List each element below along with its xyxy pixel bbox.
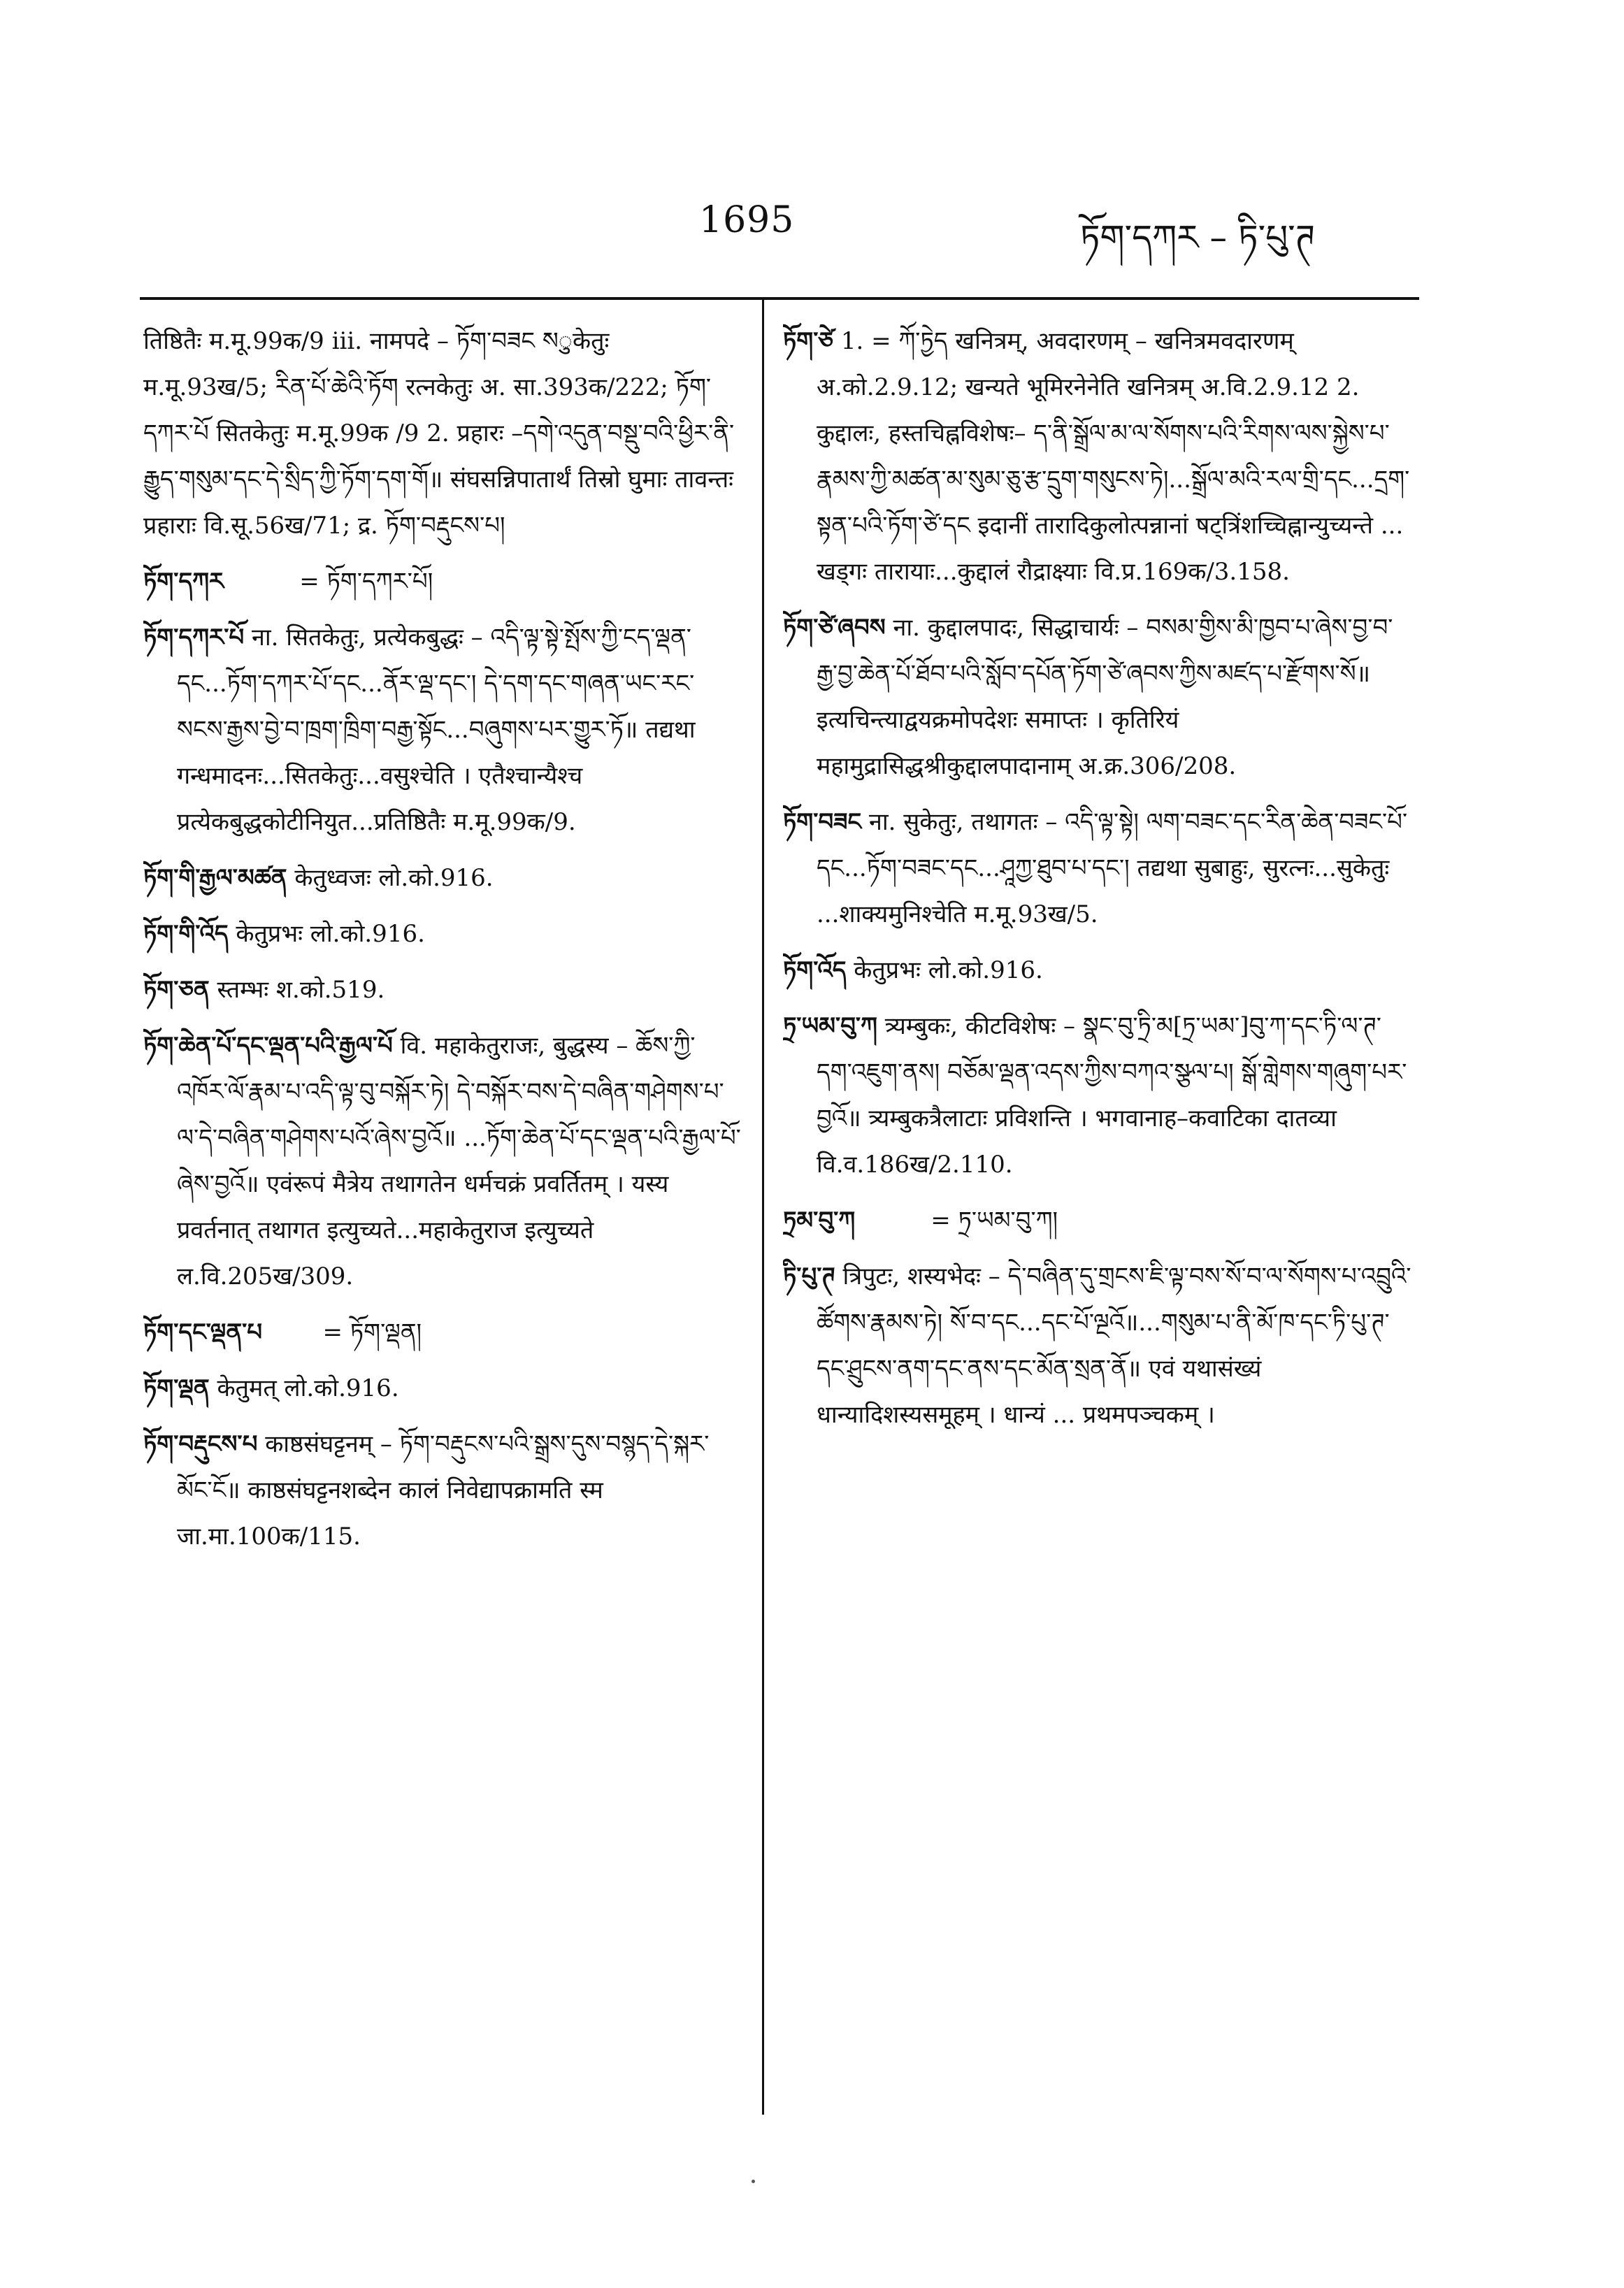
entry-text: ना. सुकेतुः, तथागतः – འདི་ལྟ་སྟེ། ལག་བཟང་དང་རིན་ཆེན་བཟང་པོ་དང...ཏོག་བཟང་དང...ཤཱཀྱ་ཐུབ་པ་དང་། तद्यथा सुबाहुः, सुरत्नः...सुकेतुः ...शाक्यमुनिश्चेति म.मू.93ख/5. xyxy=(817,808,1408,928)
right-column xyxy=(783,318,1412,2108)
running-head: ཏོག་དཀར – ཏི་པུ་ཊ xyxy=(1080,217,1316,258)
dictionary-entry xyxy=(783,318,1412,595)
entry-text: केतुमत् लो.को.916. xyxy=(217,1374,399,1402)
entry-text: ना. कुद्दालपादः, सिद्धाचार्यः – བསམ་གྱིས་མི་ཁྱབ་པ་ཞེས་བྱ་བ་རྒྱ་བྱ་ཆེན་པོ་ཐོབ་པའི་སློབ་དཔོན་ཏོག་ཙེ་ཞབས་ཀྱིས་མཛད་པ་རྫོགས་སོ॥ इत्यचिन्त्याद्वयक्रमोपदेशः समाप्तः । कृतिरियं महामुद्रासिद्धश्रीकुद्दालपादानाम् अ.क्र.306/208. xyxy=(817,614,1393,780)
entry-headword: ཏོག་དཀར xyxy=(143,568,224,596)
entry-headword: ཏོག་ཆེན་པོ་དང་ལྡན་པའི་རྒྱལ་པོ xyxy=(143,1032,393,1060)
dictionary-entry xyxy=(143,1421,741,1560)
entry-headword: ཏོག་ཅན xyxy=(143,976,210,1004)
entry-headword: ཏོག་གི་རྒྱལ་མཚན xyxy=(143,864,287,892)
dictionary-entry xyxy=(783,799,1412,937)
entry-headword: ཏོག་གི་འོད xyxy=(143,920,229,948)
entry-text: स्तम्भः श.को.519. xyxy=(217,976,385,1004)
dictionary-entry xyxy=(143,1365,741,1411)
column-divider xyxy=(762,297,764,2115)
entry-headword: ཏོག་འོད xyxy=(783,956,847,984)
dictionary-entry xyxy=(143,614,741,845)
dictionary-entry xyxy=(783,1003,1412,1188)
entry-text: = ཏོག་དཀར་པོ། xyxy=(299,568,433,596)
entry-headword: ཏོག་དཀར་པོ xyxy=(143,624,245,652)
entry-text: त्रिपुटः, शस्यभेदः – དེ་བཞིན་དུ་གྲངས་ཇི་ལྟ་བས་སོ་བ་ལ་སོགས་པ་འབྲུའི་ཚོགས་རྣམས་ཏེ། སོ་བ་དང...དང་པོ་ལྔའོ॥...གསུམ་པ་ནི་མོ་ཁ་དང་ཏི་པུ་ཊ་དང་ཤྲུངས་ནག་དང་ནས་དང་མོན་སྲན་ནོ॥ एवं यथासंख्यं धान्यादिशस्यसमूहम् । धान्यं ... प्रथमपञ्चकम् । xyxy=(817,1262,1411,1429)
entry-headword: ཏོག་ལྡན xyxy=(143,1374,210,1402)
entry-text: काष्ठसंघट्टनम् – ཏོག་བརྡུངས་པའི་སྒྲས་དུས་བསྙད་དེ་སྐར་མོང་ངོ॥ काष्ठसंघट्टनशब्देन कालं निवेद्यापक्रामति स्म जा.मा.100क/115. xyxy=(177,1430,710,1550)
entry-text: केतुध्वजः लो.को.916. xyxy=(294,864,494,892)
entry-headword: ཏི་པུ་ཊ xyxy=(783,1262,835,1290)
entry-headword: ཏོག་ཙེ་ཞབས xyxy=(783,614,886,642)
dictionary-entry xyxy=(143,1309,741,1355)
dictionary-entry xyxy=(143,1023,741,1300)
dictionary-entry xyxy=(143,967,741,1013)
entry-text: तिष्ठितैः म.मू.99क/9 iii. नामपदे – ཏོག་བཟང སुकेतुः म.मू.93ख/5; རིན་པོ་ཆེའི་ཏོག रत्नकेतुः अ. सा.393क/222; ཏོག་དཀར་པོ सितकेतुः म.मू.99क /9 2. प्रहारः –དགེ་འདུན་བསྡུ་བའི་ཕྱིར་ནི་རྒྱུད་གསུམ་དང་དེ་སྲིད་ཀྱི་ཏོག་དག་གོ॥ संघसन्निपातार्थं तिस्रो घुमाः तावन्तः प्रहाराः वि.सू.56ख/71; द्र. ཏོག་བརྡུངས་པ། xyxy=(143,327,735,540)
dictionary-entry xyxy=(143,911,741,957)
entry-text: 1. = ཀོ་ཏྱེད खनित्रम्, अवदारणम् – खनित्रमवदारणम् अ.को.2.9.12; खन्यते भूमिरनेनेति खनित्रम् अ.वि.2.9.12 2. कुद्दालः, हस्तचिह्नविशेषः– ད་ནི་སྒྲོལ་མ་ལ་སོགས་པའི་རིགས་ལས་སྐྱེས་པ་རྣམས་ཀྱི་མཚན་མ་སུམ་ཅུ་རྩ་དྲུག་གསུངས་ཏེ།...སྒྲོལ་མའི་རལ་གྲི་དང...དྲག་སྟན་པའི་ཏོག་ཙེ་དང इदानीं तारादिकुलोत्पन्नानां षट्त्रिंशच्चिह्नान्युच्यन्ते ... खड्गः तारायाः...कुद्दालं रौद्राक्ष्याः वि.प्र.169क/3.158. xyxy=(817,327,1410,586)
entry-headword: ཏོག་ཙེ xyxy=(783,327,834,355)
entry-text: = ཏོག་ལྡན། xyxy=(322,1318,422,1346)
entry-text: ना. सितकेतुः, प्रत्येकबुद्धः – འདི་ལྟ་སྟེ་སྤོས་ཀྱི་ངད་ལྡན་དང...ཏོག་དཀར་པོ་དང...ནོར་ལྡ་དང་། དེ་དག་དང་གཞན་ཡང་རང་སངས་རྒྱས་བྱེ་བ་ཁྲག་ཁྲིག་བརྒྱ་སྟོང...བཞུགས་པར་གྱུར་ཏོ॥ तद्यथा गन्धमादनः...सितकेतुः...वसुश्चेति । एतैश्चान्यैश्च प्रत्येकबुद्धकोटीनियुत...प्रतिष्ठितैः म.मू.99क/9. xyxy=(177,624,696,836)
left-column xyxy=(143,318,741,2108)
entry-headword: ཏོག་བརྡུངས་པ xyxy=(143,1430,258,1458)
entry-text: वि. महाकेतुराजः, बुद्धस्य – ཆོས་ཀྱི་འཁོར་ལོ་རྣམ་པ་འདི་ལྟ་བུ་བསྐོར་ཏེ། དེ་བསྐོར་བས་དེ་བཞིན་གཤེགས་པ་ལ་དེ་བཞིན་གཤེགས་པའོ་ཞེས་བྱའོ॥ ...ཏོག་ཆེན་པོ་དང་ལྡན་པའི་རྒྱལ་པོ་ཞེས་བྱའོ॥ एवंरूपं मैत्रेय तथागतेन धर्मचक्रं प्रवर्तितम् । यस्य प्रवर्तनात् तथागत इत्युच्यते...महाकेतुराज इत्युच्यते ल.वि.205ख/309. xyxy=(177,1032,741,1290)
entry-text: = ཏྲ་ཡམ་བུ་ཀ། xyxy=(930,1207,1058,1235)
dictionary-entry xyxy=(143,559,741,605)
entry-headword: ཏོག་བཟང xyxy=(783,808,862,836)
entry-text: त्र्यम्बुकः, कीटविशेषः – སྣང་བུ་ཏྲི་མ[ཏྲ་ཡམ་]བུ་ཀ་དང་ཏི་ལ་ཊ་དག་འཇུག་ནས། བཅོམ་ལྡན་འདས་ཀྱིས་བཀའ་སྩལ་པ། སྒོ་གླེགས་གཞུག་པར་བྱའོ॥ त्र्यम्बुकत्रैलाटाः प्रविशन्ति । भगवानाह–कवाटिका दातव्या वि.व.186ख/2.110. xyxy=(817,1012,1407,1179)
dictionary-entry xyxy=(783,1253,1412,1438)
stray-dot xyxy=(752,2180,755,2183)
page-number: 1695 xyxy=(699,199,795,241)
entry-headword: ཏོག་དང་ལྡན་པ xyxy=(143,1318,263,1346)
entry-text: केतुप्रभः लो.को.916. xyxy=(236,920,425,948)
dictionary-entry xyxy=(783,947,1412,993)
dictionary-entry xyxy=(143,855,741,901)
dictionary-entry xyxy=(143,318,741,549)
dictionary-entry xyxy=(783,1197,1412,1244)
header-rule xyxy=(140,297,1419,300)
entry-headword: ཏྲ་ཡམ་བུ་ཀ xyxy=(783,1012,877,1040)
entry-text: केतुप्रभः लो.को.916. xyxy=(854,956,1043,984)
dictionary-entry xyxy=(783,605,1412,789)
entry-headword: ཏྲམ་བུ་ཀ xyxy=(783,1207,856,1235)
